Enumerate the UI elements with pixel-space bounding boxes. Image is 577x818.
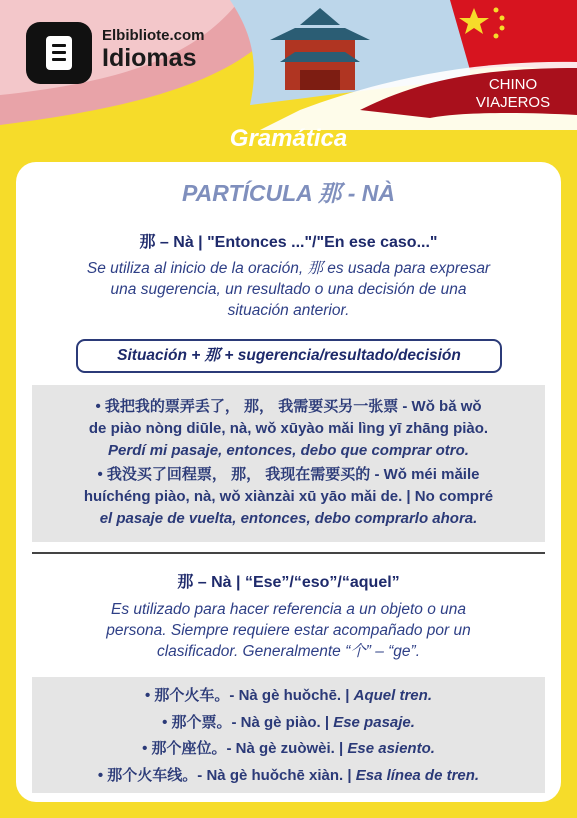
example-translation: Ese asiento.	[347, 740, 435, 757]
desc-line: Es utilizado para hacer referencia a un objeto o una	[110, 601, 466, 618]
section2-description	[40, 599, 537, 662]
brand-site: Elbibliote.com	[102, 27, 205, 44]
example-list	[32, 683, 545, 789]
example-line: huíchéng piào, nà, wǒ xiànzài xū yāo mǎi de. | No compré	[83, 488, 494, 505]
brand-section: Idiomas	[102, 44, 197, 72]
course-line2: VIAJEROS	[475, 94, 551, 111]
desc-line: clasificador. Generalmente “个” – “ge”.	[156, 643, 421, 660]
desc-line: Se utiliza al inicio de la oración, 那 es usada para expresar	[86, 260, 491, 277]
example-item	[32, 396, 545, 462]
example-item	[32, 736, 545, 763]
desc-line: situación anterior.	[227, 302, 350, 319]
desc-line: persona. Siempre requiere estar acompañado por un	[106, 622, 471, 639]
example-text: • 那个火车。- Nà gè huǒchē. |	[145, 687, 354, 704]
example-text: • 那个座位。- Nà gè zuòwèi. |	[142, 740, 348, 757]
example-translation: Aquel tren.	[353, 687, 432, 704]
example-text: • 那个火车线。- Nà gè huǒchē xiàn. |	[97, 766, 356, 784]
formula-box: Situación + 那 + sugerencia/resultado/decisión	[76, 339, 502, 373]
example-item	[32, 683, 545, 710]
example-line: de piào nòng diūle, nà, wǒ xūyào mǎi lìng yī zhāng piào.	[88, 420, 489, 437]
example-translation: Perdí mi pasaje, entonces, debo que comprar otro.	[108, 442, 469, 459]
course-line1: CHINO	[488, 76, 538, 93]
logo-icon	[26, 22, 92, 84]
example-item	[32, 464, 545, 530]
example-text: • 那个票。- Nà gè piào. |	[162, 713, 334, 731]
examples-box-2	[32, 677, 545, 793]
example-line: • 我没买了回程票， 那， 我现在需要买的 - Wǒ méi mǎile	[97, 466, 480, 483]
example-line: • 我把我的票弄丢了， 那， 我需要买另一张票 - Wǒ bǎ wǒ	[95, 398, 482, 415]
desc-line: una sugerencia, un resultado o una decisión de una	[110, 281, 467, 298]
section2-heading: 那 – Nà | “Ese”/“eso”/“aquel”	[177, 574, 400, 591]
example-translation: Ese pasaje.	[333, 713, 415, 731]
section-divider	[32, 552, 545, 554]
page-title: Gramática	[229, 125, 348, 152]
course-label	[468, 76, 558, 112]
examples-box-1	[32, 385, 545, 542]
example-translation: el pasaje de vuelta, entonces, debo comprarlo ahora.	[99, 510, 478, 527]
card-title: PARTÍCULA 那 - NÀ	[182, 180, 395, 206]
section1-heading: 那 – Nà | "Entonces ..."/"En ese caso..."	[139, 234, 438, 251]
example-translation: Esa línea de tren.	[355, 766, 480, 784]
section1-description	[40, 258, 537, 321]
example-item	[32, 763, 545, 790]
header-banner	[0, 0, 577, 130]
example-item	[32, 710, 545, 737]
